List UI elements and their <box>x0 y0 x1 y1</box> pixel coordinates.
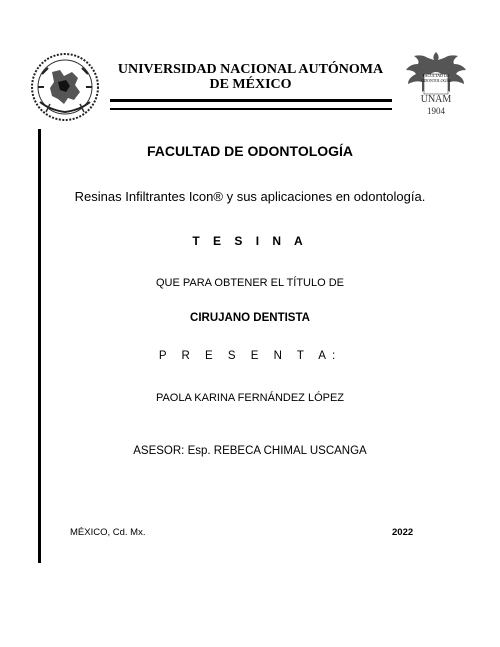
degree-title: CIRUJANO DENTISTA <box>190 312 310 324</box>
presents-text: P R E S E N T A: <box>158 350 342 362</box>
left-margin-rule <box>38 129 41 563</box>
faculty-eagle-seal <box>402 48 470 120</box>
header-rule-thick <box>110 99 392 102</box>
seal-year: 1904 <box>427 106 445 116</box>
document-type: T E S I N A <box>192 234 308 248</box>
unam-seal-logo <box>30 52 100 122</box>
university-title: UNIVERSIDAD NACIONAL AUTÓNOMA DE MÉXICO <box>117 62 384 92</box>
seal-text-line1: FACULTAD DE <box>422 73 450 78</box>
seal-text-line2: ODONTOLOGÍA <box>421 78 451 83</box>
author-name: PAOLA KARINA FERNÁNDEZ LÓPEZ <box>155 392 345 404</box>
thesis-title: Resinas Infiltrantes Icon® y sus aplicaciones en odontología. <box>74 189 426 204</box>
advisor-name: ASESOR: Esp. REBECA CHIMAL USCANGA <box>133 445 367 457</box>
purpose-text: QUE PARA OBTENER EL TÍTULO DE <box>155 277 345 289</box>
faculty-title: FACULTAD DE ODONTOLOGÍA <box>146 143 354 159</box>
header-rule-thin <box>110 108 392 110</box>
seal-faculty-text <box>420 73 452 83</box>
year-text: 2022 <box>392 527 414 538</box>
seal-acronym: UNAM <box>420 94 452 105</box>
place-text: MÉXICO, Cd. Mx. <box>70 527 146 538</box>
